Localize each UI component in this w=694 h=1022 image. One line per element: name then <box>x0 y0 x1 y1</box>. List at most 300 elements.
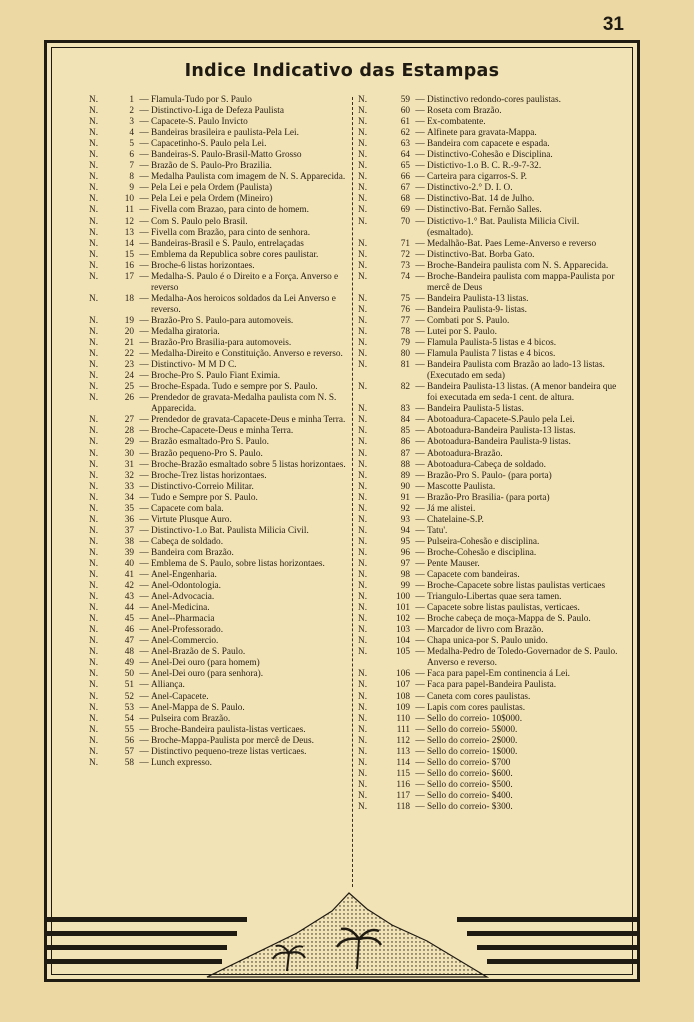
entry-dash: — <box>415 459 425 470</box>
entry-prefix: N. <box>89 592 99 603</box>
entry-number: 4 <box>129 128 134 139</box>
entry-prefix: N. <box>89 547 99 558</box>
entry-number: 92 <box>400 503 410 514</box>
entry-number: 32 <box>124 470 134 481</box>
index-entry <box>89 747 354 758</box>
index-entry <box>358 449 623 460</box>
index-entry <box>89 592 354 603</box>
entry-dash: — <box>415 448 425 459</box>
entry-prefix: N. <box>89 603 99 614</box>
entry-text: Sello do correio- 5$000. <box>427 724 518 735</box>
entry-dash: — <box>415 636 425 647</box>
entry-prefix: N. <box>358 614 368 625</box>
entry-number: 109 <box>396 702 410 713</box>
index-entry <box>89 360 354 371</box>
index-entry <box>358 747 623 758</box>
entry-number: 48 <box>124 647 134 658</box>
entry-prefix: N. <box>358 547 368 558</box>
entry-prefix: N. <box>358 757 368 768</box>
entry-prefix: N. <box>89 349 99 360</box>
entry-dash: — <box>415 360 425 371</box>
index-entry <box>358 636 623 647</box>
index-entry <box>358 625 623 636</box>
entry-dash: — <box>139 205 149 216</box>
index-entry <box>89 139 354 150</box>
index-entry <box>89 250 354 261</box>
index-entry <box>358 669 623 680</box>
entry-prefix: N. <box>89 702 99 713</box>
entry-prefix: N. <box>89 680 99 691</box>
index-entry <box>89 570 354 581</box>
entry-number: 23 <box>124 360 134 371</box>
index-entry <box>358 360 623 382</box>
entry-text: Combati por S. Paulo. <box>427 315 510 326</box>
entry-text: Anel-Capacete. <box>151 691 209 702</box>
entry-text: Bandeira Paulista-13 listas. (A menor bandeira que foi executada em seda-1 cent. de altura. <box>427 382 617 404</box>
entry-prefix: N. <box>89 315 99 326</box>
entry-prefix: N. <box>89 260 99 271</box>
entry-prefix: N. <box>358 161 368 172</box>
entry-prefix: N. <box>89 205 99 216</box>
entry-dash: — <box>139 503 149 514</box>
entry-number: 77 <box>400 315 410 326</box>
index-entry <box>89 581 354 592</box>
entry-prefix: N. <box>89 415 99 426</box>
entry-dash: — <box>139 382 149 393</box>
entry-number: 87 <box>400 448 410 459</box>
entry-dash: — <box>415 724 425 735</box>
index-entry <box>358 526 623 537</box>
entry-number: 91 <box>400 492 410 503</box>
entry-text: Pente Mauser. <box>427 558 480 569</box>
entry-dash: — <box>139 724 149 735</box>
entry-number: 1 <box>129 95 134 105</box>
entry-text: Medalha-Direito e Constituição. Anverso e reverso. <box>151 349 343 360</box>
entry-dash: — <box>415 547 425 558</box>
entry-number: 90 <box>400 481 410 492</box>
index-entry <box>89 647 354 658</box>
entry-text: Anel--Pharmacia <box>151 614 215 625</box>
entry-prefix: N. <box>358 581 368 592</box>
entry-prefix: N. <box>89 581 99 592</box>
entry-prefix: N. <box>358 194 368 205</box>
entry-number: 67 <box>400 183 410 194</box>
entry-dash: — <box>139 581 149 592</box>
entry-number: 18 <box>124 293 134 304</box>
entry-text: Broche-Capacete sobre listas paulistas verticaes <box>427 581 606 592</box>
entry-dash: — <box>139 194 149 205</box>
entry-number: 3 <box>129 117 134 128</box>
index-entry <box>89 172 354 183</box>
entry-dash: — <box>139 525 149 536</box>
entry-dash: — <box>139 492 149 503</box>
entry-text: Sello do correio- 1$000. <box>427 746 518 757</box>
entry-text: Abotoadura-Brazão. <box>427 448 503 459</box>
index-entry <box>358 294 623 305</box>
entry-text: Broche-Espada. Tudo e sempre por S. Paulo. <box>151 382 318 393</box>
index-entry <box>89 437 354 448</box>
entry-dash: — <box>415 117 425 128</box>
entry-text: Broche-Bandeira paulista-listas verticaes. <box>151 724 306 735</box>
entry-number: 111 <box>396 724 410 735</box>
entry-prefix: N. <box>89 183 99 194</box>
entry-dash: — <box>415 161 425 172</box>
entry-dash: — <box>415 437 425 448</box>
entry-number: 20 <box>124 326 134 337</box>
entry-number: 106 <box>396 669 410 680</box>
entry-text: Sello do correio- 10$000. <box>427 713 523 724</box>
entry-text: Cabeça de soldado. <box>151 536 224 547</box>
entry-text: Carteira para cigarros-S. P. <box>427 172 527 183</box>
index-entry <box>89 526 354 537</box>
entry-number: 58 <box>124 757 134 768</box>
index-entry <box>89 194 354 205</box>
page-frame <box>44 40 640 982</box>
entry-text: Flamula-Tudo por S. Paulo <box>151 95 252 105</box>
entry-prefix: N. <box>358 702 368 713</box>
entry-text: Broche-Cohesão e disciplina. <box>427 547 537 558</box>
entry-text: Distictivo-1.o B. C. R.-9-7-32. <box>427 161 542 172</box>
entry-prefix: N. <box>89 746 99 757</box>
entry-text: Anel-Commercio. <box>151 636 219 647</box>
mountain-illustration <box>47 881 637 979</box>
entry-prefix: N. <box>89 216 99 227</box>
index-entry <box>89 161 354 172</box>
entry-prefix: N. <box>89 757 99 768</box>
index-entry <box>89 371 354 382</box>
index-entry <box>358 327 623 338</box>
entry-prefix: N. <box>358 448 368 459</box>
entry-number: 27 <box>124 415 134 426</box>
entry-dash: — <box>139 426 149 437</box>
index-entry <box>358 692 623 703</box>
entry-dash: — <box>415 106 425 117</box>
entry-dash: — <box>139 216 149 227</box>
entry-number: 53 <box>124 702 134 713</box>
entry-prefix: N. <box>358 790 368 801</box>
entry-prefix: N. <box>358 271 368 282</box>
entry-text: Brazão-Pro S. Paulo- (para porta) <box>427 470 552 481</box>
entry-text: Bandeira Paulista-13 listas. <box>427 293 529 304</box>
index-entry <box>358 250 623 261</box>
entry-number: 49 <box>124 658 134 669</box>
entry-prefix: N. <box>89 238 99 249</box>
entry-number: 14 <box>124 238 134 249</box>
entry-text: Broche cabeça de moça-Mappa de S. Paulo. <box>427 614 591 625</box>
entry-number: 46 <box>124 625 134 636</box>
entry-number: 11 <box>125 205 134 216</box>
entry-dash: — <box>415 150 425 161</box>
entry-text: Com S. Paulo pelo Brasil. <box>151 216 248 227</box>
entry-dash: — <box>139 448 149 459</box>
entry-number: 55 <box>124 724 134 735</box>
entry-prefix: N. <box>358 724 368 735</box>
entry-number: 116 <box>396 779 410 790</box>
entry-prefix: N. <box>358 735 368 746</box>
entry-number: 39 <box>124 547 134 558</box>
entry-dash: — <box>415 271 425 282</box>
entry-prefix: N. <box>358 106 368 117</box>
entry-number: 70 <box>400 216 410 227</box>
entry-number: 50 <box>124 669 134 680</box>
entry-dash: — <box>139 437 149 448</box>
entry-text: Broche-Capacete-Deus e minha Terra. <box>151 426 294 437</box>
entry-number: 28 <box>124 426 134 437</box>
index-entry <box>358 581 623 592</box>
entry-prefix: N. <box>89 161 99 172</box>
entry-prefix: N. <box>89 647 99 658</box>
entry-text: Brazão-Pro Brasilia- (para porta) <box>427 492 550 503</box>
entry-dash: — <box>139 360 149 371</box>
entry-dash: — <box>415 238 425 249</box>
entry-number: 60 <box>400 106 410 117</box>
entry-dash: — <box>139 183 149 194</box>
entry-dash: — <box>415 680 425 691</box>
horizon-stripes-left <box>47 917 247 964</box>
entry-dash: — <box>139 271 149 282</box>
index-entry <box>89 537 354 548</box>
entry-text: Fivella com Brazao, para cinto de homem. <box>151 205 309 216</box>
index-entry <box>89 316 354 327</box>
entry-dash: — <box>415 95 425 105</box>
entry-number: 82 <box>400 382 410 393</box>
entry-text: Distinctivo-Correio Militar. <box>151 481 254 492</box>
index-entry <box>358 548 623 559</box>
entry-prefix: N. <box>89 691 99 702</box>
entry-text: Emblema de S. Paulo, sobre listas horizontaes. <box>151 558 325 569</box>
index-entry <box>358 305 623 316</box>
entry-number: 108 <box>396 691 410 702</box>
index-entry <box>358 769 623 780</box>
entry-number: 62 <box>400 128 410 139</box>
index-entry <box>358 437 623 448</box>
entry-prefix: N. <box>89 669 99 680</box>
index-entry <box>358 316 623 327</box>
index-entry <box>358 172 623 183</box>
index-entry <box>89 758 354 769</box>
entry-prefix: N. <box>89 713 99 724</box>
entry-dash: — <box>415 216 425 227</box>
entry-prefix: N. <box>358 150 368 161</box>
entry-prefix: N. <box>358 592 368 603</box>
entry-dash: — <box>415 194 425 205</box>
index-entry <box>358 239 623 250</box>
left-column <box>89 95 354 769</box>
entry-number: 83 <box>400 404 410 415</box>
index-entry <box>358 95 623 106</box>
entry-number: 74 <box>400 271 410 282</box>
entry-number: 73 <box>400 260 410 271</box>
entry-dash: — <box>415 625 425 636</box>
entry-number: 12 <box>124 216 134 227</box>
entry-number: 94 <box>400 525 410 536</box>
page-title: Indice Indicativo das Estampas <box>184 61 500 81</box>
entry-dash: — <box>139 691 149 702</box>
entry-number: 105 <box>396 647 410 658</box>
entry-prefix: N. <box>358 349 368 360</box>
index-entry <box>89 349 354 360</box>
entry-dash: — <box>139 349 149 360</box>
index-entry <box>89 294 354 316</box>
entry-text: Capacete com bandeiras. <box>427 570 520 581</box>
entry-prefix: N. <box>358 470 368 481</box>
entry-number: 41 <box>124 570 134 581</box>
index-entry <box>89 106 354 117</box>
entry-dash: — <box>415 768 425 779</box>
entry-text: Medalha Paulista com imagem de N. S. Apparecida. <box>151 172 346 183</box>
entry-prefix: N. <box>89 636 99 647</box>
entry-dash: — <box>139 547 149 558</box>
entry-prefix: N. <box>89 525 99 536</box>
entry-text: Prendedor de gravata-Capacete-Deus e minha Terra. <box>151 415 346 426</box>
entry-number: 33 <box>124 481 134 492</box>
entry-text: Distinctivo- M M D C. <box>151 360 237 371</box>
index-entry <box>358 117 623 128</box>
entry-text: Anel-Advocacia. <box>151 592 215 603</box>
entry-prefix: N. <box>358 216 368 227</box>
entry-number: 16 <box>124 260 134 271</box>
entry-prefix: N. <box>358 437 368 448</box>
entry-dash: — <box>415 603 425 614</box>
entry-prefix: N. <box>358 779 368 790</box>
index-entry <box>358 161 623 172</box>
entry-text: Anel-Odontologia. <box>151 581 221 592</box>
index-entry <box>89 338 354 349</box>
entry-dash: — <box>139 735 149 746</box>
index-entry <box>358 261 623 272</box>
entry-number: 71 <box>400 238 410 249</box>
entry-dash: — <box>415 592 425 603</box>
entry-number: 88 <box>400 459 410 470</box>
entry-number: 17 <box>124 271 134 282</box>
entry-text: Bandeiras brasileira e paulista-Pela Lei. <box>151 128 299 139</box>
index-entry <box>358 150 623 161</box>
entry-text: Anel-Brazão de S. Paulo. <box>151 647 246 658</box>
entry-prefix: N. <box>89 95 99 105</box>
entry-text: Pela Lei e pela Ordem (Mineiro) <box>151 194 273 205</box>
entry-text: Triangulo-Libertas quae sera tamen. <box>427 592 562 603</box>
index-entry <box>89 239 354 250</box>
entry-dash: — <box>415 260 425 271</box>
index-entry <box>358 194 623 205</box>
entry-dash: — <box>415 581 425 592</box>
entry-prefix: N. <box>89 150 99 161</box>
entry-dash: — <box>139 238 149 249</box>
entry-prefix: N. <box>89 570 99 581</box>
entry-prefix: N. <box>358 260 368 271</box>
entry-prefix: N. <box>89 614 99 625</box>
entry-prefix: N. <box>358 492 368 503</box>
entry-text: Sello do correio- $500. <box>427 779 513 790</box>
index-entry <box>358 802 623 813</box>
index-entry <box>358 493 623 504</box>
entry-prefix: N. <box>89 393 99 404</box>
entry-number: 19 <box>124 315 134 326</box>
entry-dash: — <box>139 470 149 481</box>
entry-prefix: N. <box>89 492 99 503</box>
entry-number: 26 <box>124 393 134 404</box>
entry-dash: — <box>139 746 149 757</box>
entry-prefix: N. <box>358 459 368 470</box>
entry-dash: — <box>139 713 149 724</box>
index-entry <box>89 669 354 680</box>
entry-text: Sello do correio- $400. <box>427 790 513 801</box>
index-entry <box>358 482 623 493</box>
entry-number: 76 <box>400 304 410 315</box>
entry-dash: — <box>415 481 425 492</box>
entry-text: Distinctivo-Bat. 14 de Julho. <box>427 194 535 205</box>
entry-prefix: N. <box>89 625 99 636</box>
entry-text: Bandeiras-S. Paulo-Brasil-Matto Grosso <box>151 150 302 161</box>
entry-prefix: N. <box>89 470 99 481</box>
entry-number: 113 <box>396 746 410 757</box>
index-entry <box>89 117 354 128</box>
entry-number: 69 <box>400 205 410 216</box>
entry-dash: — <box>415 802 425 812</box>
entry-number: 64 <box>400 150 410 161</box>
entry-number: 54 <box>124 713 134 724</box>
entry-prefix: N. <box>89 139 99 150</box>
entry-number: 35 <box>124 503 134 514</box>
entry-dash: — <box>139 128 149 139</box>
index-entry <box>358 183 623 194</box>
index-entry <box>89 725 354 736</box>
index-entry <box>358 680 623 691</box>
entry-dash: — <box>415 558 425 569</box>
entry-prefix: N. <box>358 691 368 702</box>
index-entry <box>358 791 623 802</box>
entry-dash: — <box>139 249 149 260</box>
index-entry <box>89 183 354 194</box>
entry-dash: — <box>139 592 149 603</box>
entry-prefix: N. <box>89 106 99 117</box>
entry-text: Sello do correio- $600. <box>427 768 513 779</box>
entry-dash: — <box>139 680 149 691</box>
entry-number: 66 <box>400 172 410 183</box>
entry-text: Capacete sobre listas paulistas, verticaes. <box>427 603 580 614</box>
entry-prefix: N. <box>358 293 368 304</box>
entry-number: 6 <box>129 150 134 161</box>
entry-text: Fivella com Brazão, para cinto de senhora. <box>151 227 311 238</box>
entry-text: Capacete com bala. <box>151 503 224 514</box>
entry-prefix: N. <box>358 669 368 680</box>
index-entry <box>358 570 623 581</box>
entry-number: 85 <box>400 426 410 437</box>
entry-prefix: N. <box>358 326 368 337</box>
entry-number: 115 <box>396 768 410 779</box>
entry-dash: — <box>139 172 149 183</box>
entry-dash: — <box>139 481 149 492</box>
index-entry <box>358 725 623 736</box>
index-entry <box>358 415 623 426</box>
entry-text: Pela Lei e pela Ordem (Paulista) <box>151 183 273 194</box>
entry-prefix: N. <box>89 360 99 371</box>
entry-dash: — <box>139 150 149 161</box>
entry-text: Bandeira Paulista com Brazão ao lado-13 listas. (Executado em seda) <box>427 360 605 382</box>
entry-text: Alfinete para gravata-Mappa. <box>427 128 537 139</box>
index-entry <box>358 703 623 714</box>
entry-dash: — <box>415 349 425 360</box>
entry-dash: — <box>415 492 425 503</box>
index-entry <box>358 592 623 603</box>
index-entry <box>89 703 354 714</box>
entry-number: 72 <box>400 249 410 260</box>
index-entry <box>89 504 354 515</box>
entry-dash: — <box>139 636 149 647</box>
entry-number: 68 <box>400 194 410 205</box>
entry-text: Broche-Mappa-Paulista por mercê de Deus. <box>151 735 314 746</box>
index-entry <box>89 460 354 471</box>
